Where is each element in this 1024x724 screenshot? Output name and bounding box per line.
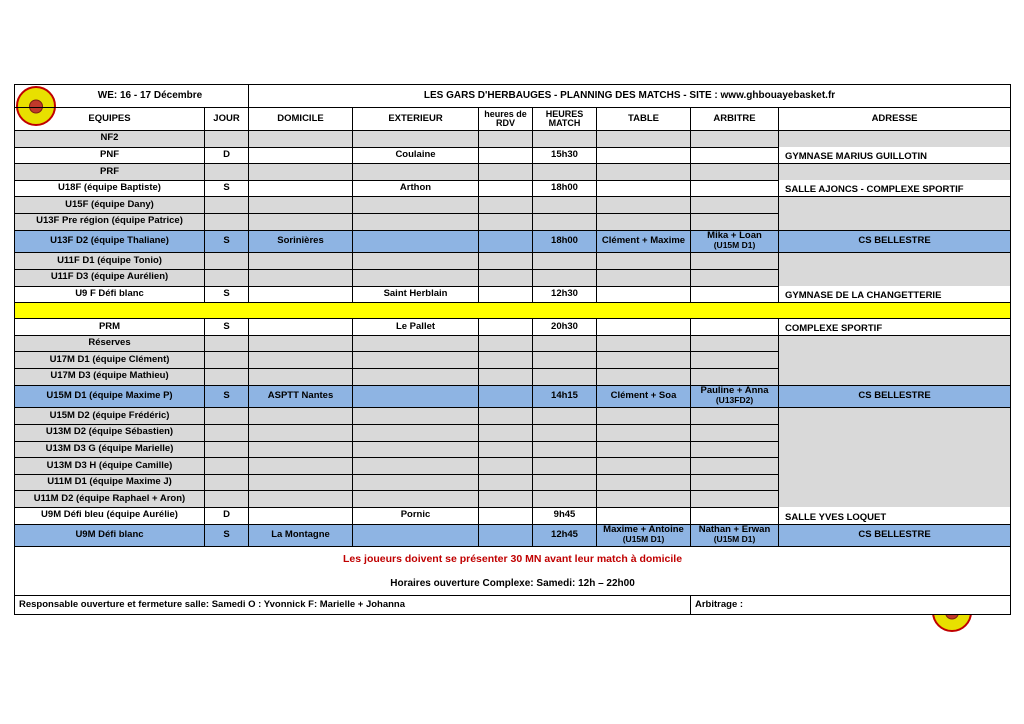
cell-jour (205, 491, 249, 508)
cell-arbitre (691, 458, 779, 475)
cell-rdv (479, 385, 533, 408)
cell-equipe: PRF (15, 164, 205, 181)
cell-exterieur (353, 213, 479, 230)
cell-domicile (249, 270, 353, 287)
cell-heure-match (533, 425, 597, 442)
table-row (15, 213, 1011, 230)
cell-equipe: U9 F Défi blanc (15, 286, 205, 303)
cell-jour (205, 458, 249, 475)
cell-domicile (249, 131, 353, 148)
column-header-jour: JOUR (205, 108, 249, 131)
footer-row-hours (15, 571, 1011, 596)
footer-responsable: Responsable ouverture et fermeture salle: Samedi O : Yvonnick F: Marielle + Johanna (15, 596, 691, 615)
cell-rdv (479, 180, 533, 197)
table-row (15, 319, 1011, 336)
cell-equipe: U11M D1 (équipe Maxime J) (15, 474, 205, 491)
cell-arbitre (691, 286, 779, 303)
cell-table (597, 425, 691, 442)
cell-rdv (479, 286, 533, 303)
cell-domicile (249, 441, 353, 458)
cell-exterieur (353, 335, 479, 352)
cell-jour (205, 425, 249, 442)
planning-sheet (14, 84, 1010, 615)
cell-table (597, 352, 691, 369)
cell-jour (205, 197, 249, 214)
cell-equipe: U13M D3 G (équipe Marielle) (15, 441, 205, 458)
cell-rdv (479, 335, 533, 352)
cell-adresse (779, 131, 1011, 148)
cell-heure-match: 9h45 (533, 507, 597, 524)
cell-domicile: Sorinières (249, 230, 353, 253)
cell-rdv (479, 319, 533, 336)
cell-exterieur: Le Pallet (353, 319, 479, 336)
footer-row-note (15, 547, 1011, 572)
table-row (15, 458, 1011, 475)
cell-arbitre (691, 213, 779, 230)
cell-jour (205, 213, 249, 230)
cell-equipe: U15M D2 (équipe Frédéric) (15, 408, 205, 425)
cell-jour (205, 352, 249, 369)
cell-domicile: La Montagne (249, 524, 353, 547)
cell-table (597, 319, 691, 336)
cell-heure-match (533, 253, 597, 270)
table-row (15, 270, 1011, 287)
column-header-exterieur: EXTERIEUR (353, 108, 479, 131)
cell-equipe: U13F Pre région (équipe Patrice) (15, 213, 205, 230)
cell-table (597, 270, 691, 287)
cell-heure-match (533, 441, 597, 458)
cell-jour (205, 368, 249, 385)
week-label: WE: 16 - 17 Décembre (15, 85, 249, 108)
table-row (15, 368, 1011, 385)
cell-table (597, 491, 691, 508)
cell-domicile (249, 408, 353, 425)
cell-table (597, 213, 691, 230)
cell-table (597, 441, 691, 458)
cell-adresse (779, 270, 1011, 287)
cell-arbitre (691, 425, 779, 442)
cell-domicile (249, 474, 353, 491)
cell-equipe: U13M D2 (équipe Sébastien) (15, 425, 205, 442)
table-row (15, 197, 1011, 214)
cell-table (597, 131, 691, 148)
table-row (15, 441, 1011, 458)
table-row (15, 253, 1011, 270)
cell-adresse (779, 491, 1011, 508)
cell-equipe: U11F D3 (équipe Aurélien) (15, 270, 205, 287)
table-row (15, 474, 1011, 491)
cell-equipe: Réserves (15, 335, 205, 352)
footer-note-hours: Horaires ouverture Complexe: Samedi: 12h – 22h00 (15, 571, 1011, 596)
table-row (15, 180, 1011, 197)
cell-rdv (479, 474, 533, 491)
cell-exterieur (353, 368, 479, 385)
cell-jour: S (205, 385, 249, 408)
cell-heure-match (533, 491, 597, 508)
cell-domicile (249, 335, 353, 352)
cell-domicile (249, 319, 353, 336)
cell-equipe: U13M D3 H (équipe Camille) (15, 458, 205, 475)
cell-domicile (249, 147, 353, 164)
cell-equipe: PRM (15, 319, 205, 336)
cell-exterieur (353, 385, 479, 408)
cell-arbitre (691, 131, 779, 148)
cell-jour: S (205, 319, 249, 336)
cell-adresse: CS BELLESTRE (779, 524, 1011, 547)
cell-jour: S (205, 286, 249, 303)
cell-equipe: U17M D3 (équipe Mathieu) (15, 368, 205, 385)
footer-row-responsable (15, 596, 1011, 615)
cell-equipe: NF2 (15, 131, 205, 148)
table-row (15, 491, 1011, 508)
cell-heure-match (533, 368, 597, 385)
cell-adresse (779, 253, 1011, 270)
cell-adresse (779, 408, 1011, 425)
table-row (15, 303, 1011, 319)
column-header-adresse: ADRESSE (779, 108, 1011, 131)
cell-domicile (249, 286, 353, 303)
cell-heure-match (533, 164, 597, 181)
cell-domicile (249, 352, 353, 369)
cell-exterieur (353, 458, 479, 475)
cell-adresse (779, 368, 1011, 385)
cell-heure-match: 15h30 (533, 147, 597, 164)
table-row (15, 352, 1011, 369)
cell-adresse (779, 352, 1011, 369)
cell-rdv (479, 164, 533, 181)
cell-jour: S (205, 180, 249, 197)
cell-domicile (249, 253, 353, 270)
cell-equipe: U17M D1 (équipe Clément) (15, 352, 205, 369)
cell-arbitre (691, 441, 779, 458)
cell-exterieur (353, 441, 479, 458)
cell-exterieur: Saint Herblain (353, 286, 479, 303)
planning-table (14, 84, 1011, 615)
cell-arbitre (691, 197, 779, 214)
cell-table (597, 507, 691, 524)
cell-adresse (779, 458, 1011, 475)
table-row (15, 230, 1011, 253)
column-header-domicile: DOMICILE (249, 108, 353, 131)
column-header-arbitre: ARBITRE (691, 108, 779, 131)
cell-heure-match: 18h00 (533, 230, 597, 253)
cell-arbitre (691, 164, 779, 181)
column-header-equipes: EQUIPES (15, 108, 205, 131)
cell-rdv (479, 131, 533, 148)
cell-arbitre: Mika + Loan (U15M D1) (691, 230, 779, 253)
cell-rdv (479, 408, 533, 425)
cell-rdv (479, 270, 533, 287)
table-row (15, 408, 1011, 425)
cell-heure-match: 14h15 (533, 385, 597, 408)
cell-arbitre (691, 408, 779, 425)
cell-table (597, 458, 691, 475)
cell-arbitre (691, 180, 779, 197)
header-row-columns (15, 108, 1011, 131)
cell-table (597, 408, 691, 425)
cell-equipe: U11M D2 (équipe Raphael + Aron) (15, 491, 205, 508)
cell-arbitre (691, 319, 779, 336)
cell-exterieur: Pornic (353, 507, 479, 524)
cell-table (597, 164, 691, 181)
cell-exterieur (353, 230, 479, 253)
cell-exterieur (353, 408, 479, 425)
cell-arbitre (691, 335, 779, 352)
cell-domicile (249, 507, 353, 524)
cell-jour (205, 441, 249, 458)
cell-domicile (249, 197, 353, 214)
cell-exterieur (353, 352, 479, 369)
cell-rdv (479, 147, 533, 164)
cell-adresse (779, 213, 1011, 230)
table-row (15, 425, 1011, 442)
cell-arbitre (691, 507, 779, 524)
cell-adresse: GYMNASE MARIUS GUILLOTIN (779, 147, 1011, 164)
cell-rdv (479, 253, 533, 270)
cell-exterieur (353, 425, 479, 442)
cell-table (597, 180, 691, 197)
cell-heure-match (533, 213, 597, 230)
cell-heure-match: 12h30 (533, 286, 597, 303)
cell-arbitre (691, 253, 779, 270)
cell-table (597, 474, 691, 491)
cell-adresse: SALLE AJONCS - COMPLEXE SPORTIF (779, 180, 1011, 197)
cell-equipe: U9M Défi bleu (équipe Aurélie) (15, 507, 205, 524)
table-row (15, 131, 1011, 148)
cell-heure-match: 18h00 (533, 180, 597, 197)
cell-exterieur: Arthon (353, 180, 479, 197)
cell-domicile (249, 458, 353, 475)
cell-rdv (479, 507, 533, 524)
cell-jour (205, 270, 249, 287)
cell-domicile (249, 180, 353, 197)
cell-jour (205, 164, 249, 181)
club-header: LES GARS D'HERBAUGES - PLANNING DES MATCHS - SITE : www.ghbouayebasket.fr (249, 85, 1011, 108)
cell-jour (205, 408, 249, 425)
cell-table: Maxime + Antoine (U15M D1) (597, 524, 691, 547)
cell-exterieur (353, 491, 479, 508)
table-row (15, 507, 1011, 524)
cell-rdv (479, 213, 533, 230)
cell-arbitre (691, 491, 779, 508)
cell-arbitre (691, 368, 779, 385)
footer-note-red: Les joueurs doivent se présenter 30 MN avant leur match à domicile (15, 547, 1011, 572)
cell-arbitre (691, 147, 779, 164)
cell-heure-match (533, 270, 597, 287)
cell-arbitre (691, 352, 779, 369)
cell-adresse (779, 441, 1011, 458)
cell-heure-match: 12h45 (533, 524, 597, 547)
cell-rdv (479, 197, 533, 214)
cell-jour: D (205, 147, 249, 164)
separator-row (15, 303, 1011, 319)
cell-jour: S (205, 524, 249, 547)
cell-heure-match: 20h30 (533, 319, 597, 336)
cell-domicile (249, 213, 353, 230)
cell-heure-match (533, 474, 597, 491)
cell-adresse (779, 164, 1011, 181)
header-row-title (15, 85, 1011, 108)
cell-rdv (479, 458, 533, 475)
cell-adresse (779, 474, 1011, 491)
cell-jour (205, 335, 249, 352)
cell-adresse: CS BELLESTRE (779, 385, 1011, 408)
cell-arbitre (691, 270, 779, 287)
cell-arbitre: Pauline + Anna (U13FD2) (691, 385, 779, 408)
cell-adresse (779, 335, 1011, 352)
cell-table (597, 197, 691, 214)
cell-equipe: U11F D1 (équipe Tonio) (15, 253, 205, 270)
cell-exterieur (353, 524, 479, 547)
cell-jour (205, 253, 249, 270)
cell-adresse: COMPLEXE SPORTIF (779, 319, 1011, 336)
cell-table (597, 335, 691, 352)
cell-equipe: U15M D1 (équipe Maxime P) (15, 385, 205, 408)
cell-heure-match (533, 197, 597, 214)
cell-rdv (479, 441, 533, 458)
cell-domicile (249, 368, 353, 385)
cell-heure-match (533, 458, 597, 475)
cell-exterieur (353, 253, 479, 270)
cell-heure-match (533, 408, 597, 425)
cell-rdv (479, 491, 533, 508)
cell-equipe: U18F (équipe Baptiste) (15, 180, 205, 197)
cell-domicile: ASPTT Nantes (249, 385, 353, 408)
cell-heure-match (533, 335, 597, 352)
cell-equipe: U15F (équipe Dany) (15, 197, 205, 214)
cell-adresse: SALLE YVES LOQUET (779, 507, 1011, 524)
cell-exterieur (353, 270, 479, 287)
column-header-heures-match: HEURES MATCH (533, 108, 597, 131)
cell-domicile (249, 164, 353, 181)
cell-rdv (479, 425, 533, 442)
cell-adresse: GYMNASE DE LA CHANGETTERIE (779, 286, 1011, 303)
table-row (15, 286, 1011, 303)
table-row (15, 164, 1011, 181)
column-header-heures-rdv: heures de RDV (479, 108, 533, 131)
cell-table: Clément + Soa (597, 385, 691, 408)
cell-domicile (249, 425, 353, 442)
cell-equipe: U13F D2 (équipe Thaliane) (15, 230, 205, 253)
footer-arbitrage: Arbitrage : (691, 596, 1011, 615)
table-row (15, 147, 1011, 164)
cell-domicile (249, 491, 353, 508)
cell-adresse: CS BELLESTRE (779, 230, 1011, 253)
cell-jour: D (205, 507, 249, 524)
cell-exterieur (353, 474, 479, 491)
cell-rdv (479, 230, 533, 253)
cell-jour (205, 131, 249, 148)
table-row (15, 385, 1011, 408)
cell-exterieur: Coulaine (353, 147, 479, 164)
cell-table (597, 286, 691, 303)
cell-adresse (779, 425, 1011, 442)
cell-heure-match (533, 131, 597, 148)
cell-exterieur (353, 131, 479, 148)
cell-arbitre (691, 474, 779, 491)
cell-rdv (479, 524, 533, 547)
cell-table: Clément + Maxime (597, 230, 691, 253)
column-header-table: TABLE (597, 108, 691, 131)
cell-rdv (479, 368, 533, 385)
cell-table (597, 147, 691, 164)
cell-heure-match (533, 352, 597, 369)
cell-exterieur (353, 197, 479, 214)
cell-jour (205, 474, 249, 491)
table-row (15, 335, 1011, 352)
table-row (15, 524, 1011, 547)
cell-adresse (779, 197, 1011, 214)
cell-table (597, 253, 691, 270)
cell-jour: S (205, 230, 249, 253)
cell-exterieur (353, 164, 479, 181)
cell-table (597, 368, 691, 385)
cell-rdv (479, 352, 533, 369)
cell-equipe: PNF (15, 147, 205, 164)
cell-equipe: U9M Défi blanc (15, 524, 205, 547)
cell-arbitre: Nathan + Erwan (U15M D1) (691, 524, 779, 547)
